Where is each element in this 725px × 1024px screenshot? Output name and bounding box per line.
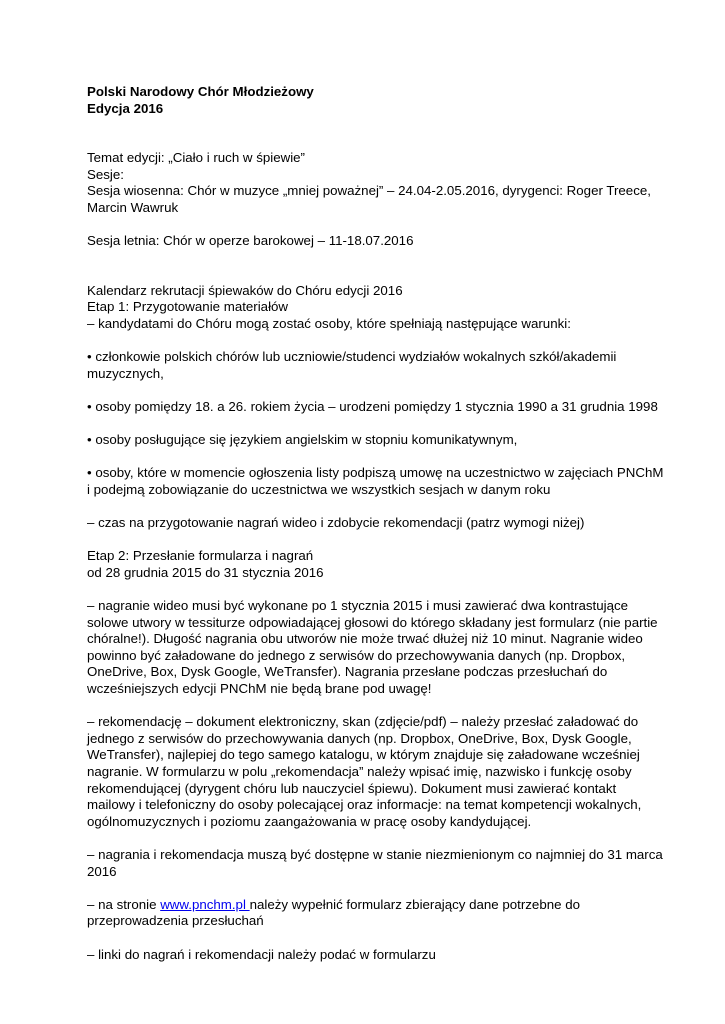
- stage1-intro: – kandydatami do Chóru mogą zostać osoby, które spełniają następujące warunki:: [87, 315, 571, 331]
- condition-item: • osoby pomiędzy 18. a 26. rokiem życia – urodzeni pomiędzy 1 stycznia 1990 a 31 grudnia 1998: [87, 398, 658, 414]
- condition-item: • osoby, które w momencie ogłoszenia listy podpiszą umowę na uczestnictwo w zajęciach PNChM i podejmą zobowiązanie do uczestnictwa we wszystkich sesjach w danym roku: [87, 465, 664, 497]
- stage1-time: – czas na przygotowanie nagrań wideo i zdobycie rekomendacji (patrz wymogi niżej): [87, 515, 585, 531]
- links-requirement: – linki do nagrań i rekomendacji należy podać w formularzu: [87, 946, 436, 962]
- stage2-title: Etap 2: Przesłanie formularza i nagrań: [87, 548, 314, 564]
- sessions-label: Sesje:: [87, 166, 124, 182]
- stage2-dates: od 28 grudnia 2015 do 31 stycznia 2016: [87, 564, 324, 580]
- form-instruction-suffix: należy wypełnić formularz zbierający dane potrzebne do przeprowadzenia przesłuchań: [87, 896, 580, 929]
- summer-session: Sesja letnia: Chór w operze barokowej – 11-18.07.2016: [87, 233, 414, 249]
- form-instruction-prefix: – na stronie: [87, 896, 161, 912]
- availability-requirement: – nagrania i rekomendacja muszą być dostępne w stanie niezmienionym co najmniej do 31 marca 2016: [87, 846, 663, 879]
- recommendation-requirement: – rekomendację – dokument elektroniczny, skan (zdjęcie/pdf) – należy przesłać załadować do jednego z serwisów do przechowywania danych (np. Dropbox, OneDrive, Box, Dysk Google, WeTransfer), najlepiej do tego samego katalogu, w którym znajduje się załadowane wcześniej nagranie. W formularzu w polu „rekomendacja” należy wpisać imię, nazwisko i funkcję osoby rekomendującej (dyrygent chóru lub nauczyciel śpiewu). Dokument musi zawierać kontakt mailowy i telefoniczny do osoby polecającej oraz informacje: na temat kompetencji wokalnych, ogólnomuzycznych i poziomu zaangażowania w pracę osoby kandydującej.: [87, 714, 642, 829]
- pnchm-website-link[interactable]: www.pnchm.pl: [160, 896, 250, 912]
- calendar-heading: Kalendarz rekrutacji śpiewaków do Chóru edycji 2016: [87, 282, 403, 298]
- edition-year: Edycja 2016: [87, 100, 164, 116]
- video-requirement: – nagranie wideo musi być wykonane po 1 stycznia 2015 i musi zawierać dwa kontrastujące solowe utwory w tessiturze odpowiadającej głosowi do którego składany jest formularz (nie partie chóralne!). Długość nagrania obu utworów nie może trwać dłużej niż 10 minut. Nagranie wideo powinno być załadowane do jednego z serwisów do przechowywania danych (np. Dropbox, OneDrive, Box, Dysk Google, WeTransfer). Nagrania przesłane podczas przesłuchań do wcześniejszych edycji PNChM nie będą brane pod uwagę!: [87, 598, 658, 696]
- document-title: Polski Narodowy Chór Młodzieżowy: [87, 84, 314, 99]
- spring-session: Sesja wiosenna: Chór w muzyce „mniej poważnej” – 24.04-2.05.2016, dyrygenci: Roger Treece, Marcin Wawruk: [87, 183, 651, 215]
- condition-item: • osoby posługujące się językiem angielskim w stopniu komunikatywnym,: [87, 432, 518, 448]
- edition-theme: Temat edycji: „Ciało i ruch w śpiewie”: [87, 150, 305, 166]
- stage1-title: Etap 1: Przygotowanie materiałów: [87, 299, 289, 315]
- condition-item: • członkowie polskich chórów lub uczniowie/studenci wydziałów wokalnych szkół/akademii muzycznych,: [87, 349, 617, 381]
- form-instruction: [87, 897, 665, 930]
